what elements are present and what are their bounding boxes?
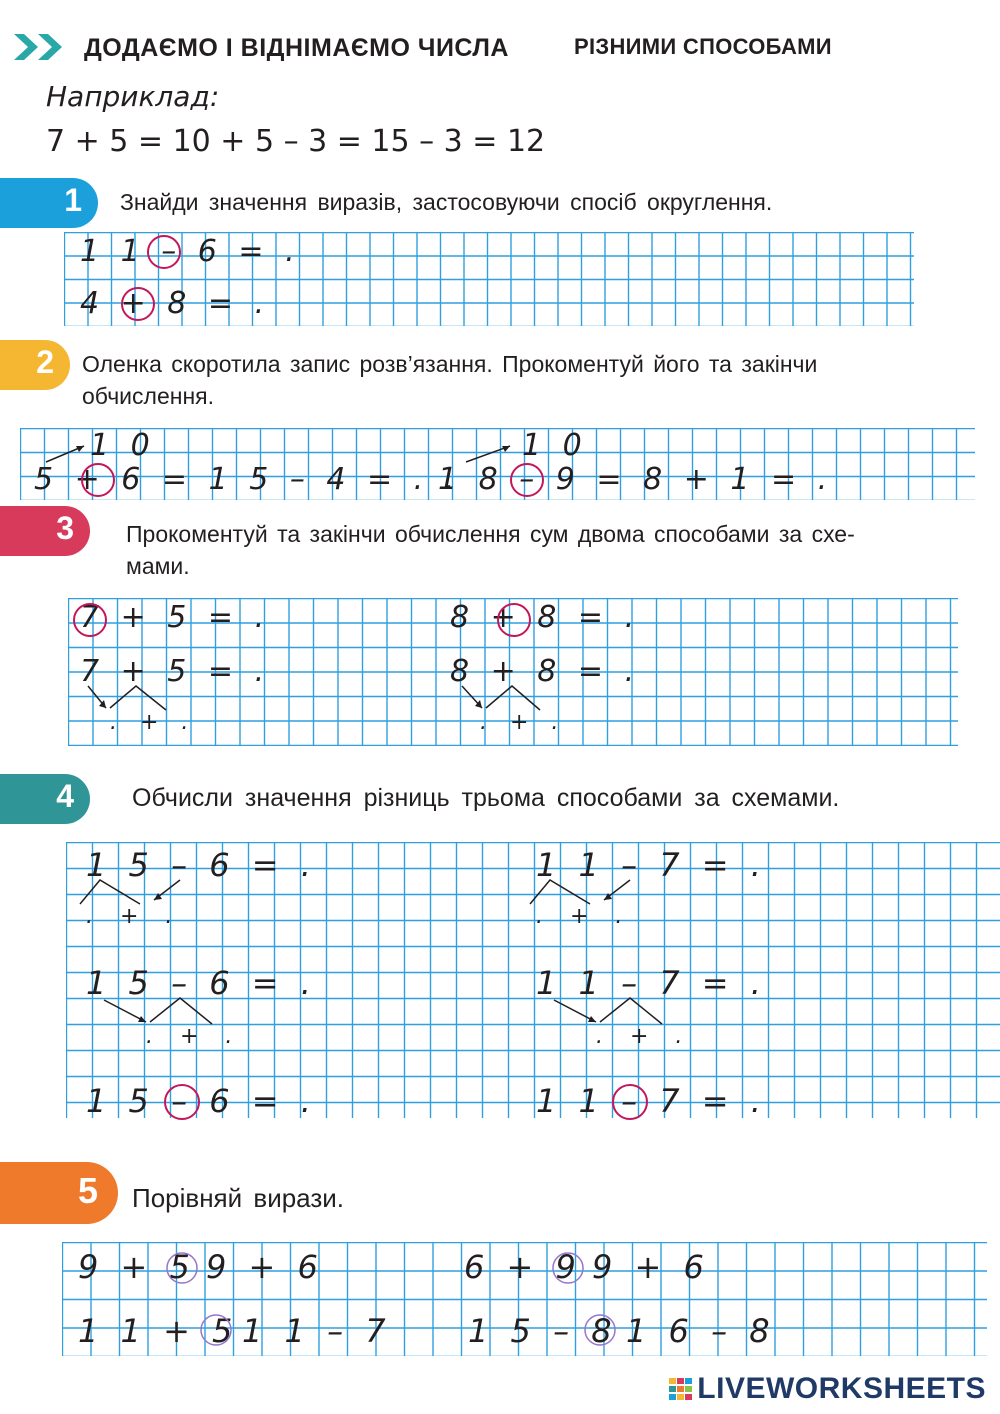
task-3-expression-4: 8 + 8 = . bbox=[450, 654, 641, 689]
task-3-expression-1: 7 + 5 = . bbox=[80, 600, 271, 635]
task-5-left-3: 1 1 + 5 bbox=[78, 1312, 239, 1350]
task-4-expression-2: 1 1 – 7 = . bbox=[536, 846, 767, 884]
task-3-expression-3: 7 + 5 = . bbox=[80, 654, 271, 689]
task-5-instruction: Порівняй вирази. bbox=[132, 1183, 345, 1213]
task-2-expression-1: 5 + 6 = 1 5 – 4 = . . bbox=[34, 462, 461, 497]
task-3-scheme-2: . + . bbox=[480, 710, 567, 735]
task-1-number: 1 bbox=[64, 182, 82, 218]
task-5-right-3: 1 1 – 7 bbox=[242, 1312, 392, 1350]
task-5-right-4: 1 6 – 8 bbox=[626, 1312, 776, 1350]
task-3-instruction-line-1: Прокоментуй та закінчи обчислення сум двома способами за схе- bbox=[126, 521, 855, 547]
task-4-scheme-4: . + . bbox=[596, 1024, 693, 1049]
task-4-scheme-1: . + . bbox=[86, 904, 183, 929]
liveworksheets-brand: LIVEWORKSHEETS bbox=[697, 1372, 986, 1405]
task-1-expression-1: 1 1 – 6 = . bbox=[80, 234, 301, 269]
task-5-badge bbox=[0, 1162, 118, 1224]
task-1-expression-2: 4 + 8 = . bbox=[80, 286, 271, 321]
task-2-number: 2 bbox=[36, 344, 54, 380]
task-2-hint-2: 1 0 bbox=[522, 428, 588, 463]
task-2-instruction-line-2: обчислення. bbox=[82, 383, 214, 409]
task-4-number: 4 bbox=[56, 778, 74, 814]
task-4-expression-6: 1 1 – 7 = . bbox=[536, 1082, 767, 1120]
example-equation: 7 + 5 = 10 + 5 – 3 = 15 – 3 = 12 bbox=[46, 124, 546, 159]
page-title: ДОДАЄМО І ВІДНІМАЄМО ЧИСЛА bbox=[84, 34, 509, 62]
task-5-number: 5 bbox=[77, 1170, 98, 1211]
task-3-number: 3 bbox=[56, 510, 74, 546]
page-title-continued: РІЗНИМИ СПОСОБАМИ bbox=[574, 34, 832, 59]
task-3-scheme-1: . + . bbox=[110, 710, 197, 735]
liveworksheets-logo bbox=[669, 1372, 986, 1406]
task-2-hint-1: 1 0 bbox=[90, 428, 156, 463]
task-4-scheme-3: . + . bbox=[146, 1024, 243, 1049]
example-label: Наприклад: bbox=[46, 80, 220, 113]
task-5-right-1: 9 + 6 bbox=[206, 1248, 324, 1286]
task-4-scheme-2: . + . bbox=[536, 904, 633, 929]
task-3-instruction-line-2: мами. bbox=[126, 553, 190, 579]
task-4-expression-4: 1 1 – 7 = . bbox=[536, 964, 767, 1002]
task-1-instruction: Знайди значення виразів, застосовуючи спосіб округлення. bbox=[120, 189, 773, 215]
liveworksheets-icon bbox=[669, 1378, 693, 1400]
task-4-expression-1: 1 5 – 6 = . bbox=[86, 846, 317, 884]
task-2-instruction-line-1: Оленка скоротила запис розв’язання. Прокоментуй його та закінчи bbox=[82, 351, 818, 377]
task-3-expression-2: 8 + 8 = . bbox=[450, 600, 641, 635]
task-5-right-2: 9 + 6 bbox=[592, 1248, 710, 1286]
task-4-instruction: Обчисли значення різниць трьома способами за схемами. bbox=[132, 784, 840, 812]
task-4-expression-3: 1 5 – 6 = . bbox=[86, 964, 317, 1002]
task-5-left-1: 9 + 5 bbox=[78, 1248, 196, 1286]
task-5-left-2: 6 + 9 bbox=[464, 1248, 582, 1286]
task-2-expression-2: 1 8 – 9 = 8 + 1 = . bbox=[438, 462, 834, 497]
task-4-expression-5: 1 5 – 6 = . bbox=[86, 1082, 317, 1120]
task-5-left-4: 1 5 – 8 bbox=[468, 1312, 618, 1350]
